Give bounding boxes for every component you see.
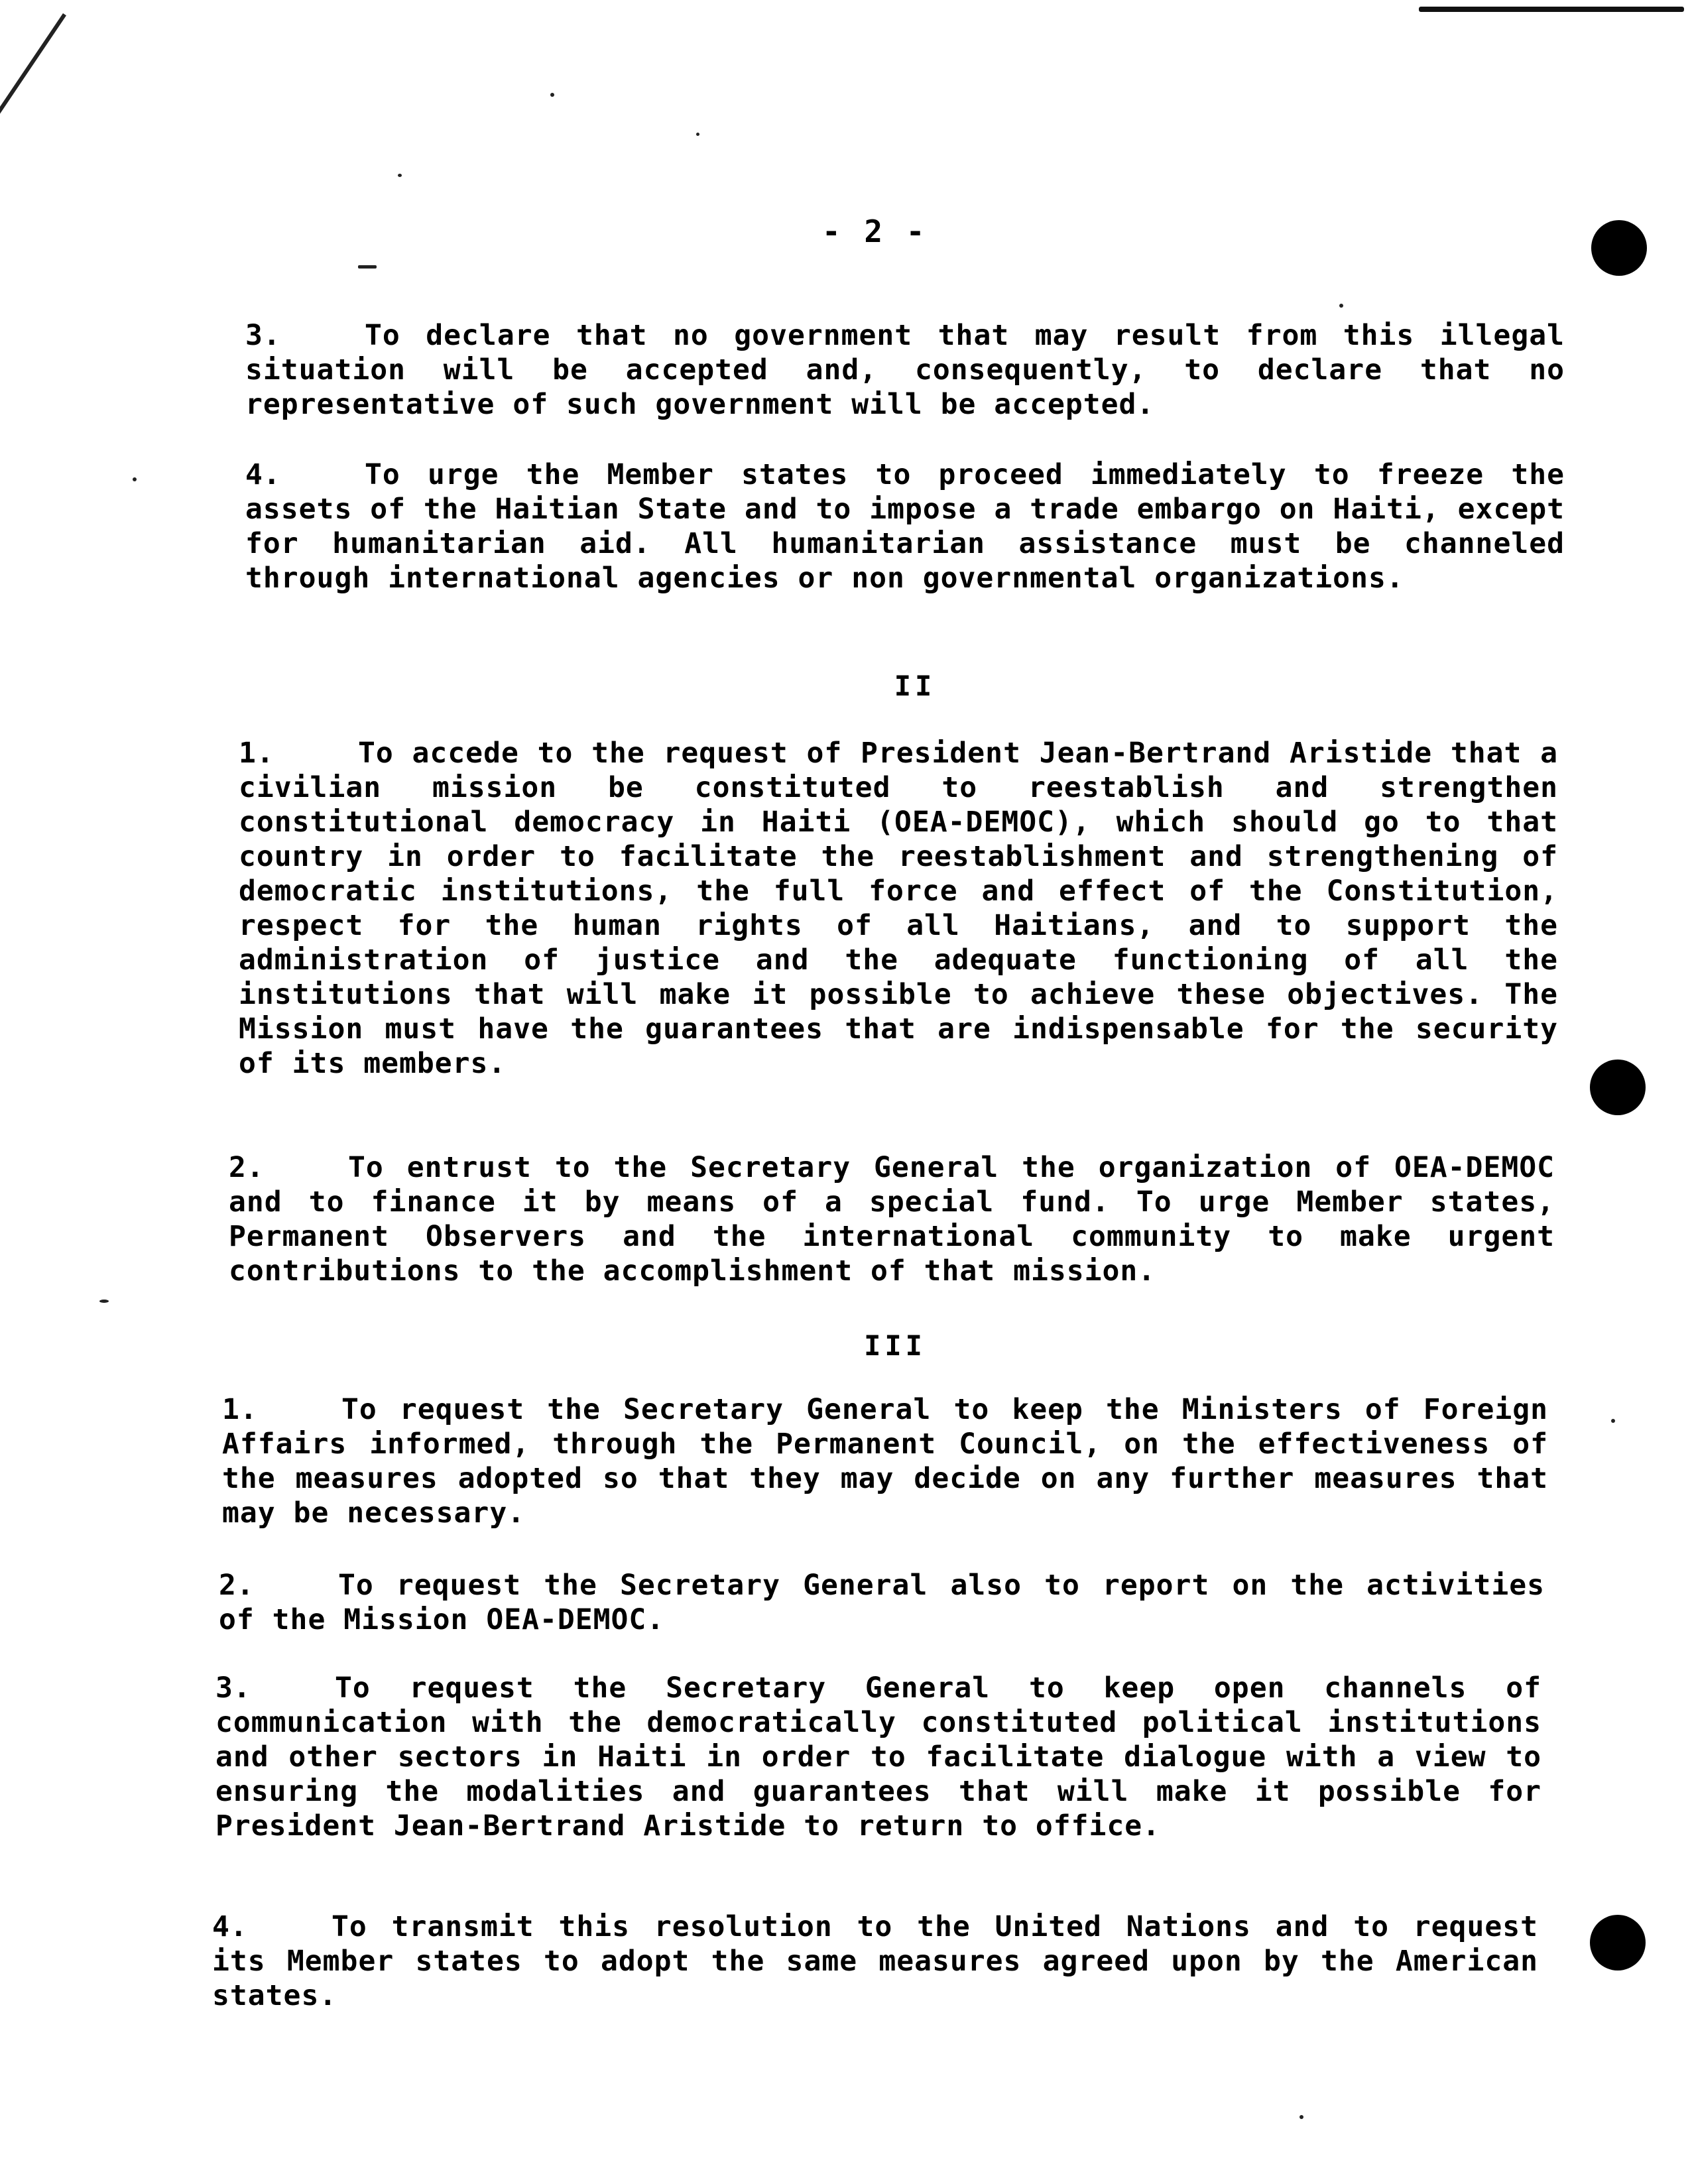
paragraph-ii-1	[239, 736, 1558, 1081]
scan-speck	[1339, 304, 1343, 308]
paragraph-number: 4.	[245, 458, 281, 491]
paragraph-number: 3.	[215, 1671, 251, 1705]
punch-hole-top	[1591, 220, 1647, 276]
paragraph-text: To request the Secretary General to keep the Ministers of Foreign Affairs informed, through the Permanent Council, on the effectiveness of the measures adopted so that they may decide on any further measures that may be necessary.	[222, 1393, 1548, 1530]
section-heading-ii: II	[894, 670, 936, 702]
paragraph-ii-2	[229, 1150, 1555, 1288]
paragraph-text: To urge the Member states to proceed immediately to freeze the assets of the Haitian State and to impose a trade embargo on Haiti, except for humanitarian aid. All humanitarian assistance must be channeled through international agencies or non governmental organizations.	[245, 458, 1565, 595]
paragraph-iii-1	[222, 1392, 1548, 1530]
paragraph-iii-2	[219, 1568, 1545, 1637]
scan-speck	[1299, 2115, 1303, 2119]
page-number: - 2 -	[822, 213, 928, 249]
paragraph-number: 1.	[222, 1393, 258, 1426]
paragraph-text: To request the Secretary General to keep open channels of communication with the democratically constituted political institutions and other sectors in Haiti in order to facilitate dialogue with a view to ensuring the modalities and guarantees that will make it possible for President Jean-Bertrand Aristide to return to office.	[215, 1671, 1541, 1843]
scan-speck	[696, 133, 699, 136]
scan-speck	[133, 477, 137, 481]
paragraph-iii-3	[215, 1671, 1541, 1843]
paragraph-i-4	[245, 457, 1565, 595]
top-edge-mark	[1419, 7, 1684, 12]
scan-speck	[1611, 1419, 1615, 1423]
pen-stroke-mark	[0, 13, 66, 202]
punch-hole-bottom	[1590, 1915, 1646, 1971]
scan-speck	[550, 93, 554, 97]
paragraph-text: To accede to the request of President Jean-Bertrand Aristide that a civilian mission be constituted to reestablish and strengthen constitutional democracy in Haiti (OEA-DEMOC), which should go to that country in order to facilitate the reestablishment and strengthening of democratic institutions, the full force and effect of the Constitution, respect for the human rights of all Haitians, and to support the administration of justice and the adequate functioning of all the institutions that will make it possible to achieve these objectives. The Mission must have the guarantees that are indispensable for the security of its members.	[239, 737, 1558, 1080]
paragraph-text: To declare that no government that may result from this illegal situation will be accepted and, consequently, to declare that no representative of such government will be accepted.	[245, 319, 1565, 421]
paragraph-iii-4	[212, 1910, 1538, 2013]
paragraph-number: 3.	[245, 319, 281, 352]
section-heading-iii: III	[864, 1329, 926, 1362]
paragraph-text: To transmit this resolution to the United Nations and to request its Member states to adopt the same measures agreed upon by the American states.	[212, 1910, 1538, 2012]
paragraph-number: 4.	[212, 1910, 248, 1943]
paragraph-text: To entrust to the Secretary General the organization of OEA-DEMOC and to finance it by means of a special fund. To urge Member states, Permanent Observers and the international community to make urgent contributions to the accomplishment of that mission.	[229, 1151, 1555, 1288]
scan-speck	[99, 1300, 109, 1303]
punch-hole-middle	[1590, 1060, 1646, 1115]
paragraph-number: 2.	[219, 1569, 255, 1602]
paragraph-text: To request the Secretary General also to report on the activities of the Mission OEA-DEMOC.	[219, 1569, 1545, 1636]
paragraph-number: 1.	[239, 737, 274, 770]
paragraph-number: 2.	[229, 1151, 265, 1184]
scan-speck	[358, 265, 377, 269]
paragraph-i-3	[245, 318, 1565, 422]
scan-speck	[398, 174, 402, 177]
